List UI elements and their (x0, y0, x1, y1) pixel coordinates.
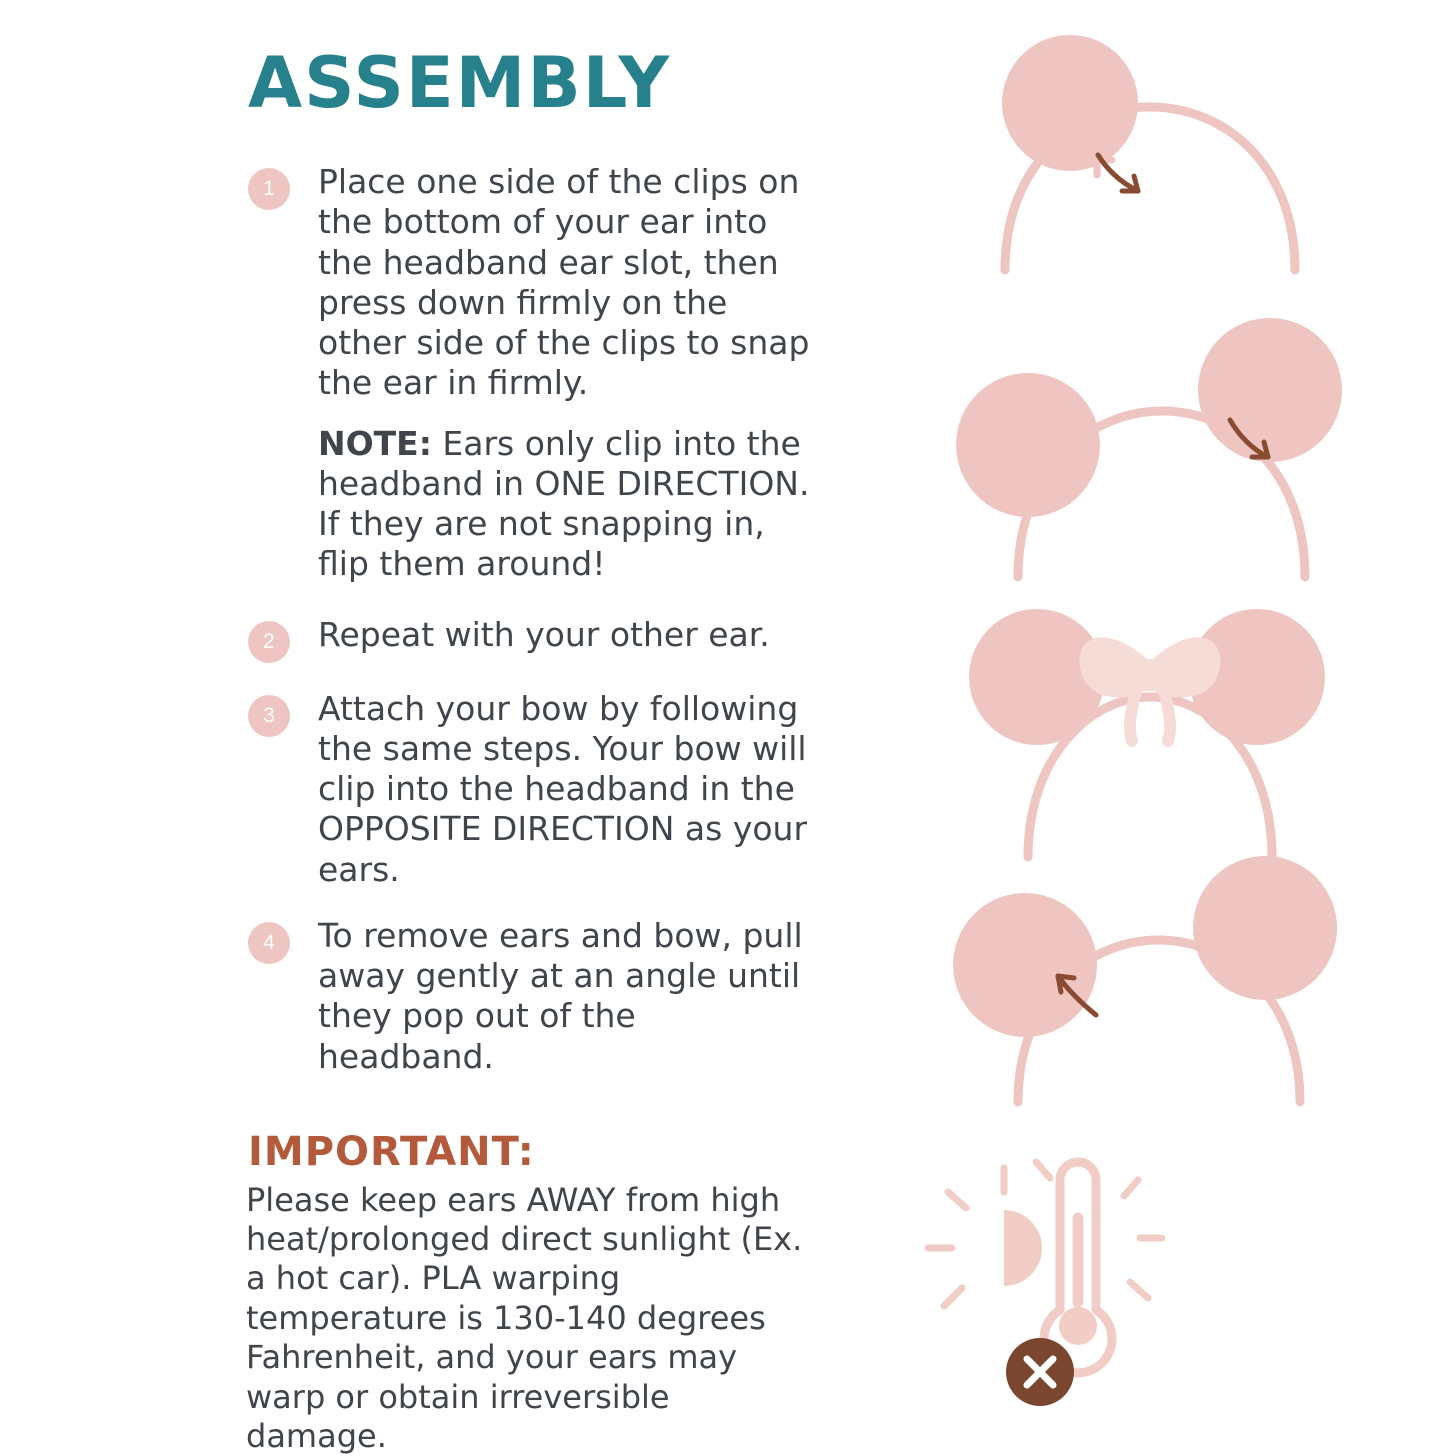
steps-list (248, 162, 848, 1077)
step-text: Place one side of the clips on the bottom of your ear into the headband ear slot, then press down firmly on the other side of the clips to snap the ear in firmly. (318, 162, 810, 403)
bow-shape (1080, 637, 1221, 741)
sun-body (1004, 1210, 1042, 1286)
illustrations-column (900, 0, 1445, 1445)
arrow-down-icon (1098, 155, 1138, 191)
note-text: Ears only clip into the headband in ONE DIRECTION. If they are not snapping in, flip them around! (318, 423, 810, 584)
list-item (248, 162, 848, 404)
instructions-column (246, 42, 848, 1456)
step-number-badge: 2 (248, 621, 290, 663)
ear-circle-right (1193, 856, 1337, 1000)
step-text: Attach your bow by following the same steps. Your bow will clip into the headband in the OPPOSITE DIRECTION as your ears. (318, 688, 808, 889)
step-number-badge: 4 (248, 922, 290, 964)
important-text: Please keep ears AWAY from high heat/prolonged direct sunlight (Ex. a hot car). PLA warping temperature is 130-140 degrees Fahrenheit, and your ears may warp or obtain irreversible damage. (246, 1180, 803, 1455)
illustration-remove-ear (900, 850, 1445, 1105)
important-notice (248, 1129, 808, 1456)
list-item (248, 615, 848, 663)
note-label: NOTE: (318, 423, 432, 463)
page-title: ASSEMBLY (248, 42, 672, 124)
heat-lines-icon (1124, 1180, 1162, 1298)
illustration-no-heat-warning (900, 1140, 1445, 1430)
step-text: To remove ears and bow, pull away gently at an angle until they pop out of the headband. (318, 915, 803, 1076)
illustration-headband-with-one-ear (900, 45, 1445, 275)
step-number-badge: 1 (248, 168, 290, 210)
illustration-headband-with-bow (900, 605, 1445, 860)
note-block (318, 424, 818, 585)
important-heading: IMPORTANT: (248, 1128, 535, 1175)
ear-circle (1002, 35, 1138, 171)
list-item (248, 689, 848, 890)
list-item (248, 916, 848, 1077)
illustration-headband-with-two-ears (900, 315, 1445, 580)
step-text: Repeat with your other ear. (318, 614, 770, 654)
ear-circle-right (1198, 318, 1342, 462)
step-number-badge: 3 (248, 695, 290, 737)
